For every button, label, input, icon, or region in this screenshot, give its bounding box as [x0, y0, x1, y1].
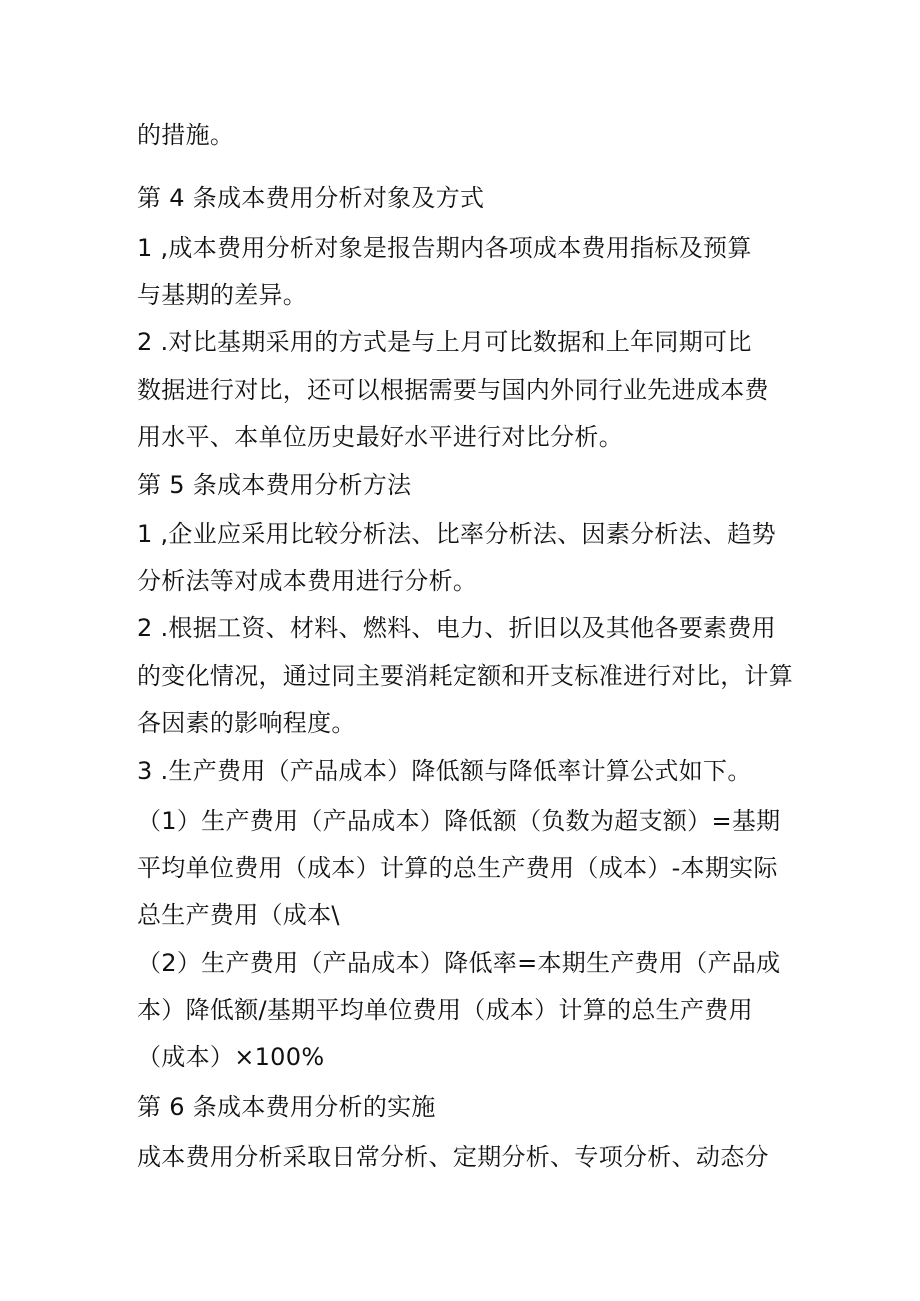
section-heading: 第 6 条成本费用分析的实施 [137, 1093, 436, 1121]
text-line: 分析法等对成本费用进行分析。 [137, 567, 478, 595]
text-line: 1 ,成本费用分析对象是报告期内各项成本费用指标及预算 [137, 234, 752, 262]
text-line: 成本费用分析采取日常分析、定期分析、专项分析、动态分 [137, 1143, 769, 1171]
text-line: 的变化情况，通过同主要消耗定额和开支标准进行对比，计算 [137, 662, 794, 690]
text-line: 本）降低额/基期平均单位费用（成本）计算的总生产费用 [137, 996, 753, 1024]
text-line: 2 .对比基期采用的方式是与上月可比数据和上年同期可比 [137, 328, 752, 356]
text-line: 用水平、本单位历史最好水平进行对比分析。 [137, 423, 623, 451]
text-line: 3 .生产费用（产品成本）降低额与降低率计算公式如下。 [137, 757, 752, 785]
text-line: （成本）×100% [137, 1043, 325, 1071]
text-line: （1）生产费用（产品成本）降低额（负数为超支额）=基期 [137, 807, 781, 835]
text-line: 与基期的差异。 [137, 281, 308, 309]
text-line: 数据进行对比，还可以根据需要与国内外同行业先进成本费 [137, 376, 769, 404]
text-line: 平均单位费用（成本）计算的总生产费用（成本）-本期实际 [137, 854, 778, 882]
text-line: （2）生产费用（产品成本）降低率=本期生产费用（产品成 [137, 949, 781, 977]
section-heading: 第 5 条成本费用分析方法 [137, 471, 412, 499]
text-line: 各因素的影响程度。 [137, 709, 356, 737]
text-line: 1 ,企业应采用比较分析法、比率分析法、因素分析法、趋势 [137, 520, 776, 548]
section-heading: 第 4 条成本费用分析对象及方式 [137, 184, 485, 212]
text-line: 总生产费用（成本\ [137, 901, 340, 929]
text-line: 2 .根据工资、材料、燃料、电力、折旧以及其他各要素费用 [137, 614, 776, 642]
text-line: 的措施。 [137, 121, 235, 149]
